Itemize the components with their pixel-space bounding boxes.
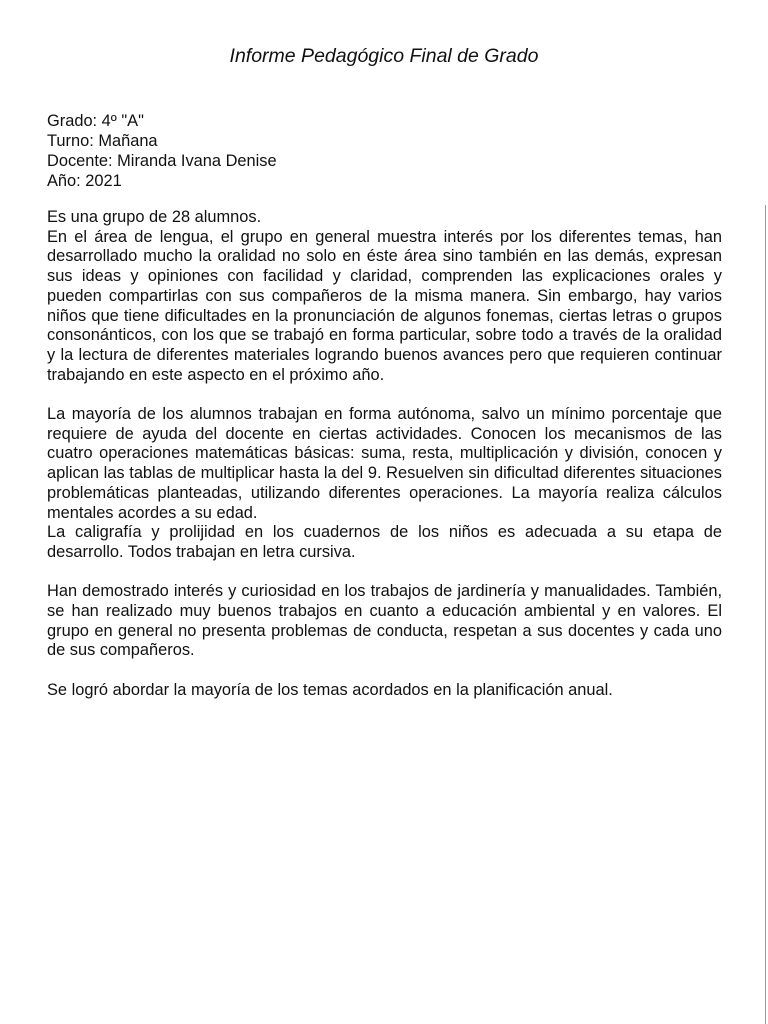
document-title: Informe Pedagógico Final de Grado: [229, 45, 539, 67]
paragraph-spacer: [47, 661, 722, 681]
teacher-line: Docente: Miranda Ivana Denise: [47, 152, 277, 170]
paragraph-conclusion: Se logró abordar la mayoría de los temas acordados en la planificación anual.: [47, 680, 613, 699]
paragraph-handwriting: La caligrafía y prolijidad en los cuadernos de los niños es adecuada a su etapa de desarrollo. Todos trabajan en letra cursiva.: [47, 523, 722, 561]
report-header: [47, 111, 727, 191]
paragraph-group-size: Es una grupo de 28 alumnos.: [47, 208, 262, 226]
grade-line: Grado: 4º "A": [47, 112, 144, 130]
paragraph-math-area: La mayoría de los alumnos trabajan en forma autónoma, salvo un mínimo porcentaje que requiere de ayuda del docente en ciertas actividades. Conocen los mecanismos de las cuatro operaciones matemáticas básicas: suma, resta, multiplicación y división, conocen y aplican las tablas de multiplicar hasta la del 9. Resuelven sin dificultad diferentes situaciones problemáticas planteadas, utilizando diferentes operaciones. La mayoría realiza cálculos mentales acordes a su edad.: [47, 405, 722, 522]
year-line: Año: 2021: [47, 172, 122, 190]
report-body: [47, 208, 722, 701]
paragraph-language-area: En el área de lengua, el grupo en general muestra interés por los diferentes temas, han desarrollado mucho la oralidad no solo en éste área sino también en las demás, expresan sus ideas y opiniones con facilidad y claridad, comprenden las explicaciones orales y pueden compartirlas con sus compañeros de la misma manera. Sin embargo, hay varios niños que tiene dificultades en la pronunciación de algunos fonemas, ciertas letras o grupos consonánticos, con los que se trabajó en forma particular, sobre todo a través de la oralidad y la lectura de diferentes materiales logrando buenos avances pero que requieren continuar trabajando en este aspecto en el próximo año.: [47, 227, 722, 384]
paragraph-spacer: [47, 385, 722, 405]
shift-line: Turno: Mañana: [47, 132, 158, 150]
paragraph-interests-behavior: Han demostrado interés y curiosidad en los trabajos de jardinería y manualidades. También, se han realizado muy buenos trabajos en cuanto a educación ambiental y en valores. El grupo en general no presenta problemas de conducta, respetan a sus docentes y cada uno de sus compañeros.: [47, 582, 722, 660]
page-edge-line: [765, 205, 766, 1024]
paragraph-spacer: [47, 563, 722, 583]
